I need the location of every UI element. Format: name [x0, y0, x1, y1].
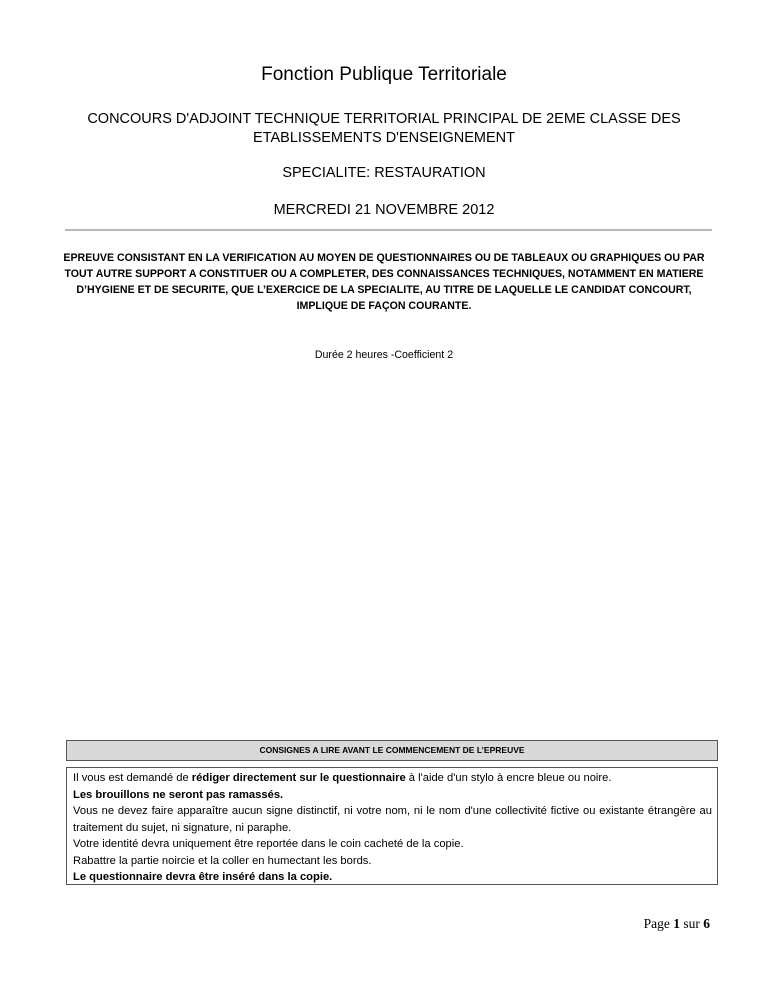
consignes-title: CONSIGNES A LIRE AVANT LE COMMENCEMENT DE L’EPREUVE	[66, 740, 718, 761]
page-label: Page	[643, 916, 670, 931]
header-divider	[65, 229, 712, 231]
page-total: 6	[703, 916, 710, 931]
page-current: 1	[673, 916, 680, 931]
concours-title: CONCOURS D'ADJOINT TECHNIQUE TERRITORIAL PRINCIPAL DE 2EME CLASSE DES ETABLISSEMENTS D'ENSEIGNEMENT	[87, 111, 681, 146]
consignes-line-3: Vous ne devez faire apparaître aucun signe distinctif, ni votre nom, ni le nom d'une collectivité fictive ou existante étrangère au traitement du sujet, ni signature, ni paraphe.	[73, 805, 712, 834]
consignes-line-6-text: Le questionnaire devra être inséré dans la copie.	[73, 871, 333, 883]
consignes-line-4: Votre identité devra uniquement être reportée dans le coin cacheté de la copie.	[73, 838, 464, 850]
page-number	[644, 916, 710, 932]
duree-coefficient: Durée 2 heures -Coefficient 2	[314, 349, 454, 361]
page-of: sur	[683, 916, 700, 931]
consignes-line-2-text: Les brouillons ne seront pas ramassés.	[73, 788, 284, 801]
consignes-line-2	[73, 787, 712, 804]
organization-title: Fonction Publique Territoriale	[261, 64, 507, 85]
consignes-line-1	[73, 770, 712, 787]
consignes-line-6	[73, 869, 712, 886]
consignes-line-1-pre: Il vous est demandé de	[73, 772, 192, 784]
consignes-line-1-bold: rédiger directement sur le questionnaire	[191, 772, 406, 784]
consignes-box	[66, 767, 718, 885]
epreuve-description: EPREUVE CONSISTANT EN LA VERIFICATION AU MOYEN DE QUESTIONNAIRES OU DE TABLEAUX OU GRAPHIQUES OU PAR TOUT AUTRE SUPPORT A CONSTITUER OU A COMPLETER, DES CONNAISSANCES TECHNIQUES, NOTAMMENT EN MATIERE D’HYGIENE ET DE SECURITE, QUE L’EXERCICE DE LA SPECIALITE, AU TITRE DE LAQUELLE LE CANDIDAT CONCOURT, IMPLIQUE DE FAÇON COURANTE.	[63, 252, 705, 312]
consignes-line-5: Rabattre la partie noircie et la coller en humectant les bords.	[73, 854, 372, 867]
specialite-label: SPECIALITE: RESTAURATION	[282, 165, 486, 181]
exam-date: MERCREDI 21 NOVEMBRE 2012	[273, 202, 495, 218]
consignes-line-1-post: à l'aide d'un stylo à encre bleue ou noire.	[405, 772, 612, 784]
